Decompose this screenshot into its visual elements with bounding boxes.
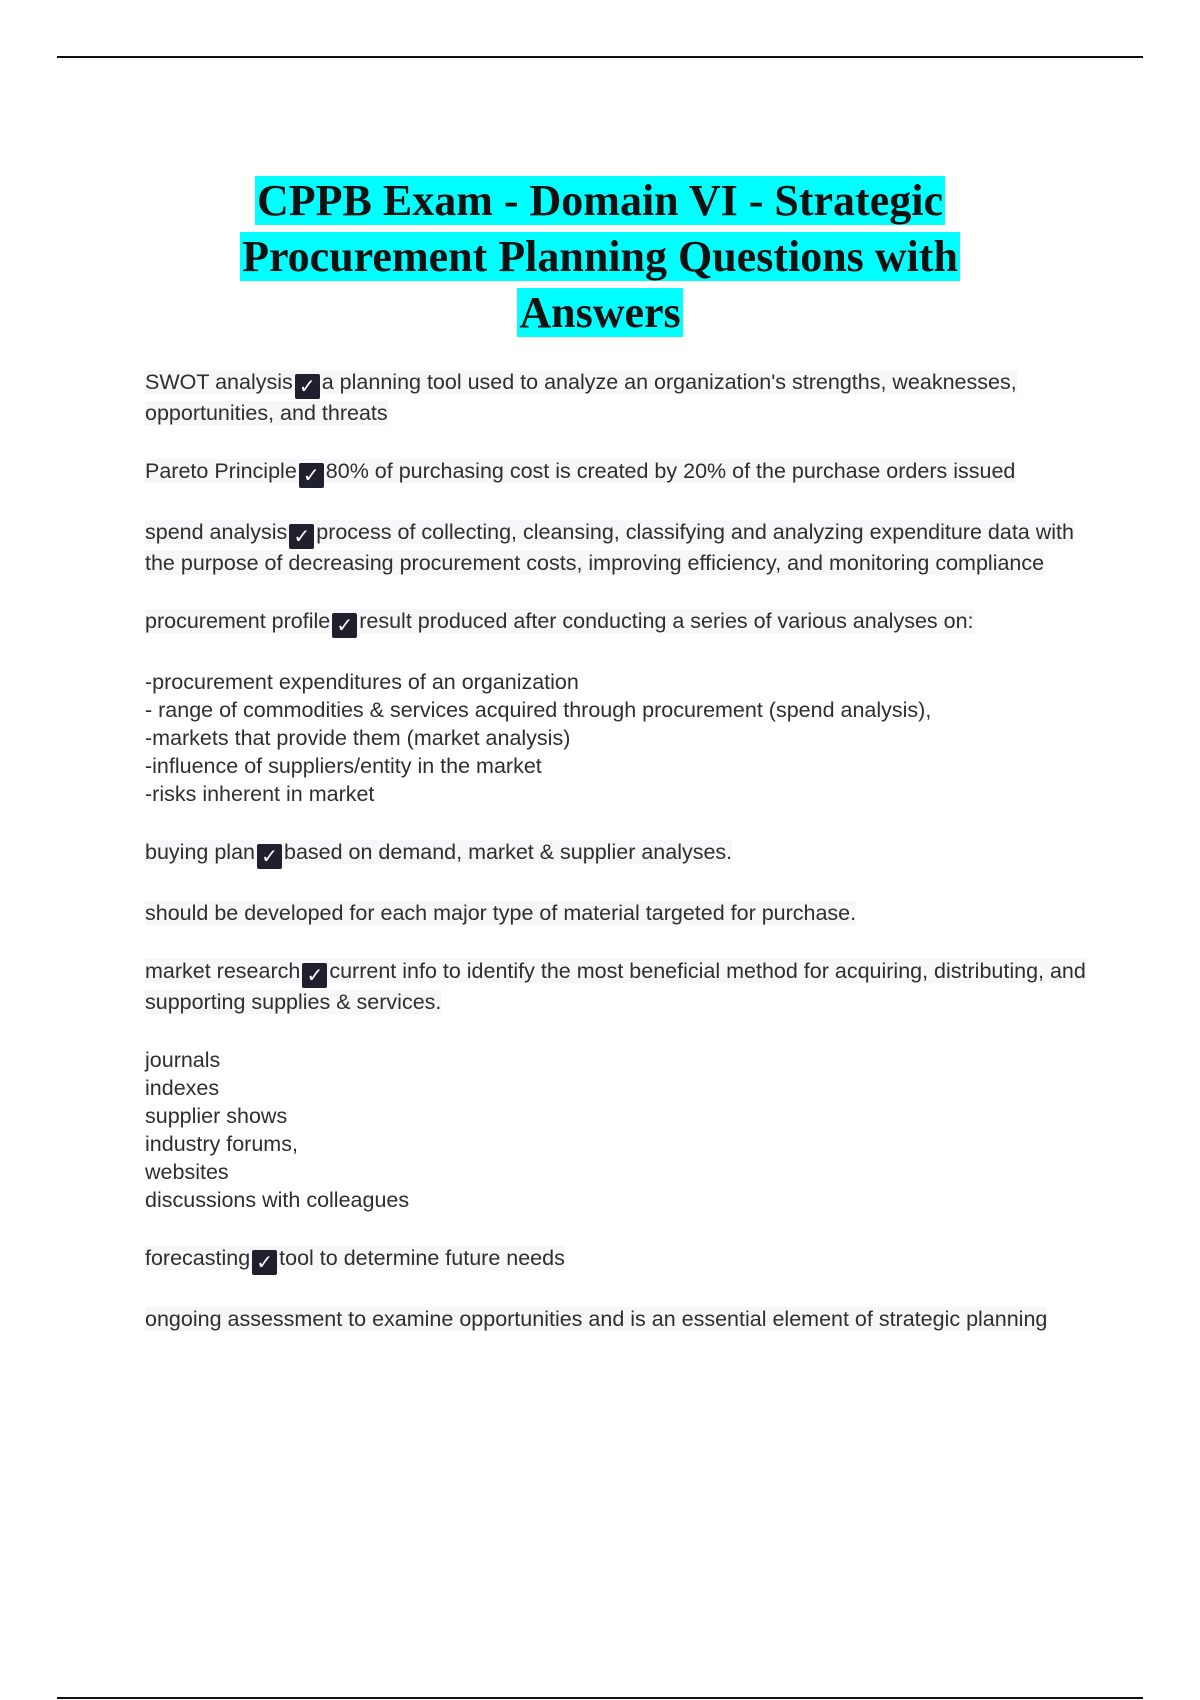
list-item: -influence of suppliers/entity in the market xyxy=(145,754,542,778)
entry-market-research xyxy=(145,957,1105,1016)
entry-definition: tool to determine future needs xyxy=(279,1246,565,1270)
entry-term: spend analysis xyxy=(145,520,288,544)
entry-definition: result produced after conducting a series of various analyses on: xyxy=(359,609,974,633)
check-box-icon: ✓ xyxy=(252,1250,277,1275)
entry-term: forecasting xyxy=(145,1246,251,1270)
entry-extra: should be developed for each major type of material targeted for purchase. xyxy=(145,901,857,925)
list-item: -procurement expenditures of an organization xyxy=(145,670,579,694)
entry-spend-analysis xyxy=(145,518,1105,577)
entry-procurement-profile xyxy=(145,607,1105,638)
list-item: supplier shows xyxy=(145,1104,288,1128)
entry-term: SWOT analysis xyxy=(145,370,293,394)
entry-term: Pareto Principle xyxy=(145,459,297,483)
check-box-icon: ✓ xyxy=(257,844,282,869)
list-item: industry forums, xyxy=(145,1132,298,1156)
entry-definition: 80% of purchasing cost is created by 20% of the purchase orders issued xyxy=(325,459,1016,483)
buying-plan-note xyxy=(145,899,1105,927)
check-box-icon: ✓ xyxy=(302,963,327,988)
entry-pareto-principle xyxy=(145,457,1105,488)
entry-term: buying plan xyxy=(145,840,255,864)
bottom-rule xyxy=(57,1697,1143,1699)
market-research-list xyxy=(145,1046,1105,1214)
forecasting-note xyxy=(145,1305,1105,1333)
document-title xyxy=(150,173,1050,341)
list-item: indexes xyxy=(145,1076,220,1100)
entry-definition: process of collecting, cleansing, classifying and analyzing expenditure data with the purpose of decreasing procurement costs, improving efficiency, and monitoring compliance xyxy=(145,520,1074,575)
flashcard-list xyxy=(145,368,1105,1363)
entry-definition: based on demand, market & supplier analyses. xyxy=(283,840,733,864)
entry-definition: a planning tool used to analyze an organization's strengths, weaknesses, opportunities, and threats xyxy=(145,370,1017,425)
check-box-icon: ✓ xyxy=(332,613,357,638)
check-box-icon: ✓ xyxy=(299,463,324,488)
list-item: - range of commodities & services acquired through procurement (spend analysis), xyxy=(145,698,932,722)
check-box-icon: ✓ xyxy=(295,374,320,399)
entry-term: market research xyxy=(145,959,301,983)
list-item: -risks inherent in market xyxy=(145,782,375,806)
list-item: discussions with colleagues xyxy=(145,1188,410,1212)
procurement-profile-list xyxy=(145,668,1105,808)
list-item: journals xyxy=(145,1048,221,1072)
top-rule xyxy=(57,56,1143,58)
entry-swot-analysis xyxy=(145,368,1105,427)
title-line-1: CPPB Exam - Domain VI - Strategic xyxy=(257,176,943,226)
entry-definition: current info to identify the most beneficial method for acquiring, distributing, and supporting supplies & services. xyxy=(145,959,1086,1014)
entry-forecasting xyxy=(145,1244,1105,1275)
check-box-icon: ✓ xyxy=(289,524,314,549)
title-line-3: Answers xyxy=(519,288,681,338)
entry-term: procurement profile xyxy=(145,609,331,633)
entry-extra: ongoing assessment to examine opportunities and is an essential element of strategic planning xyxy=(145,1307,1048,1331)
list-item: -markets that provide them (market analysis) xyxy=(145,726,571,750)
entry-buying-plan xyxy=(145,838,1105,869)
list-item: websites xyxy=(145,1160,229,1184)
title-line-2: Procurement Planning Questions with xyxy=(242,232,958,282)
